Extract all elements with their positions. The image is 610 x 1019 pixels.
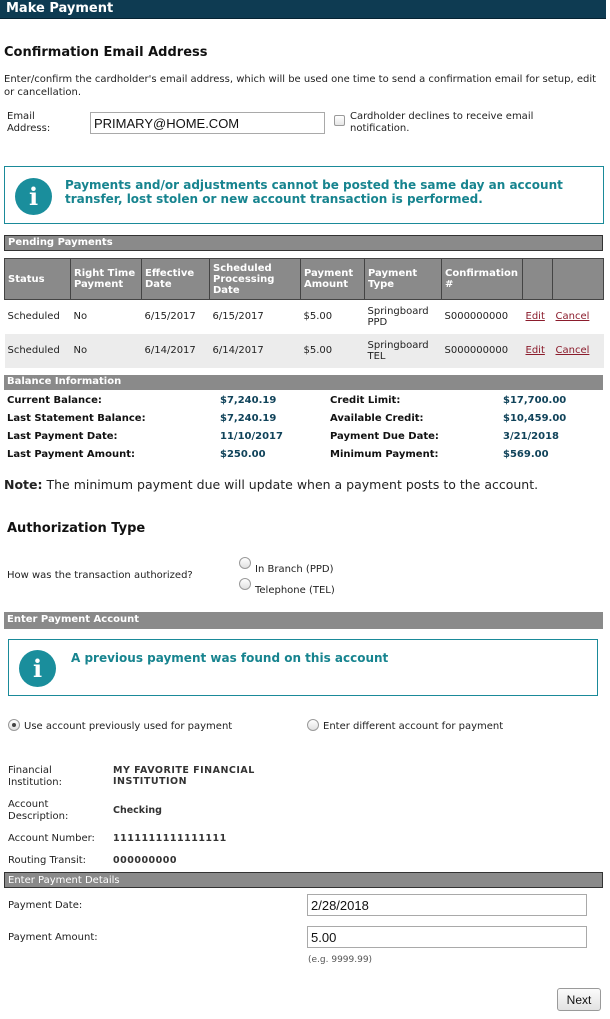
minimum-payment-value: $569.00 — [503, 449, 549, 460]
financial-institution-label: Financial Institution: — [8, 765, 62, 788]
page-title-bar — [0, 0, 606, 19]
payment-date-label: Payment Date: — [8, 900, 83, 911]
routing-transit-label: Routing Transit: — [8, 855, 87, 866]
cell-right-time: No — [71, 334, 142, 368]
account-number-label: Account Number: — [8, 833, 95, 844]
table-header-row — [5, 259, 604, 300]
telephone-radio[interactable] — [239, 578, 251, 590]
payment-date-input[interactable] — [307, 894, 587, 916]
edit-link[interactable]: Edit — [525, 345, 545, 356]
account-description-value: Checking — [113, 805, 162, 816]
cell-status: Scheduled — [7, 311, 60, 323]
cell-confirmation: S000000000 — [444, 311, 509, 323]
use-previous-account-radio[interactable] — [8, 719, 20, 731]
same-day-notice-text: Payments and/or adjustments cannot be posted the same day an account transfer, lost stolen or new account transaction is performed. — [65, 178, 563, 206]
cell-status: Scheduled — [5, 334, 71, 368]
last-statement-balance-value: $7,240.19 — [220, 413, 277, 424]
cell-processing-date: 6/14/2017 — [210, 334, 301, 368]
cell-processing-date: 6/15/2017 — [212, 311, 264, 323]
cancel-link[interactable]: Cancel — [555, 311, 590, 323]
table-row — [5, 334, 604, 368]
telephone-label: Telephone (TEL) — [255, 585, 335, 596]
previous-payment-notice — [8, 639, 598, 696]
email-label: Email Address: — [7, 111, 51, 134]
next-button[interactable]: Next — [557, 988, 601, 1011]
note-text: The minimum payment due will update when a payment posts to the account. — [42, 477, 539, 492]
in-branch-radio[interactable] — [239, 557, 251, 569]
cell-payment-type: Springboard PPD — [367, 305, 429, 328]
email-section-heading: Confirmation Email Address — [4, 45, 208, 60]
col-scheduled-processing-date: Scheduled Processing Date — [210, 259, 301, 300]
payment-details-header: Enter Payment Details — [4, 872, 603, 888]
email-input[interactable] — [90, 112, 325, 134]
last-payment-amount-value: $250.00 — [220, 449, 266, 460]
payment-amount-hint: (e.g. 9999.99) — [308, 955, 373, 965]
col-payment-amount: Payment Amount — [301, 259, 365, 300]
page-title: Make Payment — [6, 1, 114, 16]
use-previous-account-label: Use account previously used for payment — [24, 721, 233, 732]
last-payment-date-label: Last Payment Date: — [7, 431, 118, 442]
credit-limit-value: $17,700.00 — [503, 395, 567, 406]
account-description-label: Account Description: — [8, 799, 69, 822]
cancel-link[interactable]: Cancel — [555, 345, 590, 356]
note-label: Note: — [4, 477, 43, 492]
available-credit-value: $10,459.00 — [503, 413, 567, 424]
payment-account-header: Enter Payment Account — [4, 612, 603, 629]
pending-payments-table — [4, 258, 604, 368]
financial-institution-value: MY FAVORITE FINANCIAL INSTITUTION — [113, 765, 255, 787]
col-status: Status — [5, 259, 71, 300]
col-payment-type: Payment Type — [365, 259, 442, 300]
info-icon: i — [15, 178, 52, 215]
enter-different-account-label: Enter different account for payment — [323, 721, 504, 732]
credit-limit-label: Credit Limit: — [330, 395, 401, 406]
col-edit — [523, 259, 553, 300]
col-right-time-payment: Right Time Payment — [71, 259, 142, 300]
col-cancel — [553, 259, 604, 300]
account-number-value: 1111111111111111 — [113, 833, 227, 844]
payment-due-date-label: Payment Due Date: — [330, 431, 439, 442]
cell-amount: $5.00 — [303, 311, 333, 323]
cell-effective-date: 6/14/2017 — [142, 334, 210, 368]
previous-payment-notice-text: A previous payment was found on this account — [71, 651, 389, 665]
cell-payment-type: Springboard TEL — [365, 334, 442, 368]
last-payment-amount-label: Last Payment Amount: — [7, 449, 135, 460]
decline-email-label: Cardholder declines to receive email notification. — [350, 111, 534, 134]
authorization-heading: Authorization Type — [7, 521, 146, 536]
authorization-question: How was the transaction authorized? — [7, 570, 193, 581]
payment-amount-label: Payment Amount: — [8, 932, 98, 943]
cell-right-time: No — [73, 311, 88, 323]
last-payment-date-value: 11/10/2017 — [220, 431, 283, 442]
enter-different-account-radio[interactable] — [307, 719, 319, 731]
email-section-description: Enter/confirm the cardholder's email address, which will be used one time to send a confirmation email for setup, edit or cancellation. — [4, 74, 597, 98]
pending-payments-header: Pending Payments — [4, 235, 603, 251]
current-balance-label: Current Balance: — [7, 395, 102, 406]
in-branch-label: In Branch (PPD) — [255, 564, 334, 575]
cell-effective-date: 6/15/2017 — [144, 311, 196, 323]
routing-transit-value: 000000000 — [113, 855, 177, 866]
cell-amount: $5.00 — [301, 334, 365, 368]
info-icon: i — [19, 650, 56, 687]
decline-email-checkbox[interactable] — [334, 115, 345, 126]
minimum-payment-label: Minimum Payment: — [330, 449, 439, 460]
col-confirmation: Confirmation # — [442, 259, 523, 300]
same-day-notice — [4, 166, 604, 224]
current-balance-value: $7,240.19 — [220, 395, 277, 406]
edit-link[interactable]: Edit — [525, 311, 545, 323]
table-row — [5, 300, 604, 334]
minimum-payment-note — [4, 477, 538, 492]
balance-info-header: Balance Information — [4, 375, 603, 390]
col-effective-date: Effective Date — [142, 259, 210, 300]
available-credit-label: Available Credit: — [330, 413, 424, 424]
payment-amount-input[interactable] — [307, 926, 587, 948]
payment-due-date-value: 3/21/2018 — [503, 431, 560, 442]
cell-confirmation: S000000000 — [442, 334, 523, 368]
last-statement-balance-label: Last Statement Balance: — [7, 413, 146, 424]
